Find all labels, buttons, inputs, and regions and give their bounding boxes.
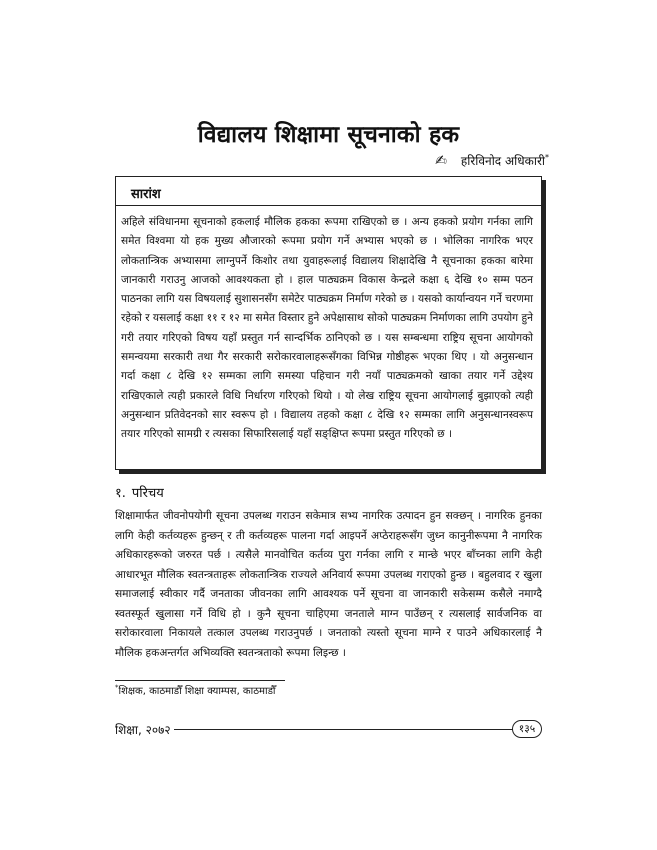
- article-title: विद्यालय शिक्षामा सूचनाको हक: [197, 122, 460, 148]
- section-heading: [115, 483, 164, 501]
- abstract-heading: सारांश: [131, 187, 161, 202]
- author-footnote-mark: *: [545, 153, 549, 162]
- footer-rule: [174, 729, 513, 730]
- page-number: १३५: [512, 720, 542, 738]
- footnote-divider: [115, 680, 285, 681]
- section-body-text: शिक्षामार्फत जीवनोपयोगी सूचना उपलब्ध गराउन सकेमात्र सभ्य नागरिक उत्पादन हुन सक्छन् । नागरिक हुनका लागि केही कर्तव्यहरू हुन्छन् र ती कर्तव्यहरू पालना गर्दा आइपर्ने अप्ठेराहरूसँग जुध्न कानुनीरूपमा नै नागरिक अधिकारहरूको जरुरत पर्छ । त्यसैले मानवोचित कर्तव्य पुरा गर्नका लागि र मान्छे भएर बाँच्नका लागि केही आधारभूत मौलिक स्वतन्त्रताहरू लोकतान्त्रिक राज्यले अनिवार्य रूपमा उपलब्ध गराएको हुन्छ । बहुलवाद र खुला समाजलाई स्वीकार गर्दै जनताका जीवनका लागि आवश्यक पर्ने सूचना वा जानकारी सकेसम्म कसैले नमाग्दै स्वतस्फूर्त खुलासा गर्ने विधि हो । कुनै सूचना चाहिएमा जनताले माग्न पाउँछन् र त्यसलाई सार्वजनिक वा सरोकारवाला निकायले तत्काल उपलब्ध गराउनुपर्छ । जनताको त्यस्तो सूचना माग्ने र पाउने अधिकारलाई नै मौलिक हकअन्तर्गत अभिव्यक्ति स्वतन्त्रताको रूपमा लिइन्छ ।: [115, 510, 542, 659]
- abstract-box: [115, 176, 542, 470]
- footnote: [115, 683, 276, 697]
- abstract-text: अहिले संविधानमा सूचनाको हकलाई मौलिक हकका रूपमा राखिएको छ । अन्य हकको प्रयोग गर्नका लागि समेत विश्वमा यो हक मुख्य औजारको रूपमा प्रयोग गर्ने अभ्यास भएको छ । भोलिका नागरिक भएर लोकतान्त्रिक अभ्यासमा लाग्नुपर्ने किशोर तथा युवाहरूलाई विद्यालय शिक्षादेखि नै सूचनाका हकका बारेमा जानकारी गराउनु आजको आवश्यकता हो । हाल पाठ्यक्रम विकास केन्द्रले कक्षा ६ देखि १० सम्म पठन पाठनका लागि यस विषयलाई सुशासनसँग समेटेर पाठ्यक्रम निर्माण गरेको छ । यसको कार्यान्वयन गर्ने चरणमा रहेको र यसलाई कक्षा ११ र १२ मा समेत विस्तार हुने अपेक्षासाथ सोको पाठ्यक्रम निर्माणका लागि उपयोग हुने गरी तयार गरिएको विषय यहाँ प्रस्तुत गर्न सान्दर्भिक ठानिएको छ । यस सम्बन्धमा राष्ट्रिय सूचना आयोगको समन्वयमा सरकारी तथा गैर सरकारी सरोकारवालाहरूसँगका विभिन्न गोष्ठीहरू भएका थिए । यो अनुसन्धान गर्दा कक्षा ८ देखि १२ सम्मका लागि समस्या पहिचान गरी नयाँ पाठ्यक्रमको खाका तयार गर्ने उद्देश्य राखिएकाले त्यही प्रकारले विधि निर्धारण गरिएको थियो । यो लेख राष्ट्रिय सूचना आयोगलाई बुझाएको त्यही अनुसन्धान प्रतिवेदनको सार स्वरूप हो । विद्यालय तहको कक्षा ८ देखि १२ सम्मका लागि अनुसन्धानस्वरूप तयार गरिएको सामग्री र त्यसका सिफारिसलाई यहाँ सङ्क्षिप्त रूपमा प्रस्तुत गरिएको छ ।: [121, 216, 533, 441]
- author-line: [435, 152, 549, 169]
- journal-footer: शिक्षा, २०७२: [115, 723, 171, 737]
- author-name: हरिविनोद अधिकारी: [460, 154, 545, 168]
- section-title: परिचय: [131, 486, 164, 501]
- pen-nib-icon: ✍: [435, 153, 447, 169]
- section-number: १.: [115, 486, 126, 501]
- abstract-divider: [116, 205, 541, 206]
- footnote-text: शिक्षक, काठमाडौँ शिक्षा क्याम्पस, काठमाडौँ: [118, 686, 276, 697]
- footnote-mark: *: [115, 683, 119, 692]
